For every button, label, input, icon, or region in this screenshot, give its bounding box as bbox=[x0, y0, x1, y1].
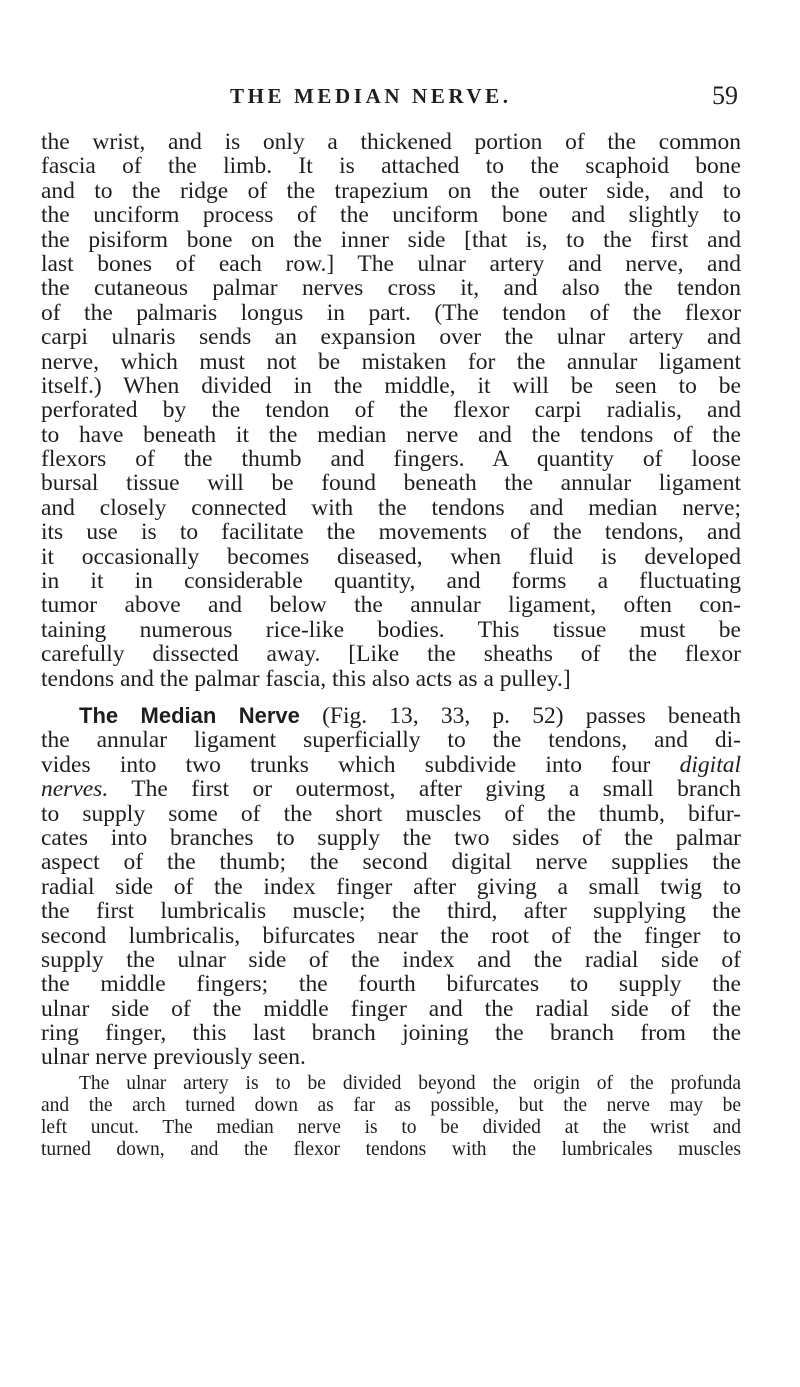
running-head bbox=[140, 81, 740, 114]
running-title: THE MEDIAN NERVE. bbox=[230, 84, 512, 108]
text-line: carefully dissected away. [Like the sheaths of the flexor bbox=[41, 641, 741, 668]
text-line: ulnar nerve previously seen. bbox=[41, 1044, 306, 1071]
text-block bbox=[41, 728, 741, 752]
text-line bbox=[41, 777, 741, 801]
text-line: of the palmaris longus in part. (The tendon of the flexor bbox=[41, 299, 741, 326]
italic-term: nerves. bbox=[41, 776, 109, 803]
text-line: tendons and the palmar fascia, this also acts as a pulley.] bbox=[41, 665, 571, 692]
text-line: perforated by the tendon of the flexor carpi radialis, and bbox=[41, 397, 741, 424]
text-block bbox=[41, 802, 741, 1070]
text-fragment: vides into two trunks which subdivide into four bbox=[41, 751, 651, 778]
text-line: to have beneath it the median nerve and the tendons of the bbox=[41, 421, 741, 448]
text-line: fascia of the limb. It is attached to the scaphoid bone bbox=[41, 153, 741, 180]
text-line: itself.) When divided in the middle, it will be seen to be bbox=[41, 372, 741, 399]
text-line: the unciform process of the unciform bone and slightly to bbox=[41, 202, 741, 229]
text-line: it occasionally becomes diseased, when fluid is developed bbox=[41, 543, 741, 570]
text-line: second lumbricalis, bifurcates near the root of the finger to bbox=[41, 922, 741, 949]
text-line: turned down, and the flexor tendons with the lumbricales muscles bbox=[41, 1138, 741, 1160]
text-line: and the arch turned down as far as possible, but the nerve may be bbox=[41, 1094, 741, 1116]
italic-term: digital bbox=[679, 751, 742, 778]
paragraph-median-nerve bbox=[41, 704, 741, 1070]
paragraph-annular-ligament bbox=[41, 130, 741, 691]
text-line: radial side of the index finger after giving a small twig to bbox=[41, 873, 741, 900]
text-line: and closely connected with the tendons and median nerve; bbox=[41, 494, 741, 521]
text-line: flexors of the thumb and fingers. A quantity of loose bbox=[41, 446, 741, 473]
text-line: supply the ulnar side of the index and the radial side of bbox=[41, 946, 741, 973]
text-line: the middle fingers; the fourth bifurcates to supply the bbox=[41, 971, 741, 998]
text-line: in it in considerable quantity, and forms a fluctuating bbox=[41, 568, 741, 595]
text-line: its use is to facilitate the movements of the tendons, and bbox=[41, 519, 741, 546]
text-line: the first lumbricalis muscle; the third, after supplying the bbox=[41, 898, 741, 925]
text-line: ulnar side of the middle finger and the radial side of the bbox=[41, 995, 741, 1022]
text-line: and to the ridge of the trapezium on the outer side, and to bbox=[41, 177, 741, 204]
text-line: the annular ligament superficially to the tendons, and di- bbox=[41, 727, 741, 754]
text-line: aspect of the thumb; the second digital nerve supplies the bbox=[41, 849, 741, 876]
text-line: the wrist, and is only a thickened portion of the common bbox=[41, 129, 741, 155]
text-line: cates into branches to supply the two sides of the palmar bbox=[41, 824, 741, 851]
text-fragment: (Fig. 13, 33, p. 52) passes beneath bbox=[322, 702, 742, 729]
text-line: the cutaneous palmar nerves cross it, and also the tendon bbox=[41, 275, 741, 302]
body-text bbox=[41, 130, 741, 1161]
text-line: the pisiform bone on the inner side [that is, to the first and bbox=[41, 226, 741, 253]
text-line: last bones of each row.] The ulnar artery and nerve, and bbox=[41, 250, 741, 277]
text-line: tumor above and below the annular ligament, often con- bbox=[41, 592, 741, 619]
text-line: carpi ulnaris sends an expansion over the ulnar artery and bbox=[41, 324, 741, 351]
section-heading: The Median Nerve bbox=[79, 702, 300, 728]
text-line: ring finger, this last branch joining the branch from the bbox=[41, 1020, 741, 1047]
text-line: nerve, which must not be mistaken for the annular ligament bbox=[41, 348, 741, 375]
text-line: left uncut. The median nerve is to be divided at the wrist and bbox=[41, 1116, 741, 1138]
text-line bbox=[41, 753, 741, 777]
page-number: 59 bbox=[712, 81, 738, 110]
text-line: taining numerous rice-like bodies. This tissue must be bbox=[41, 616, 741, 643]
text-line bbox=[41, 704, 741, 728]
text-fragment: The first or outermost, after giving a small branch bbox=[131, 776, 741, 803]
text-line: The ulnar artery is to be divided beyond the origin of the profunda bbox=[79, 1072, 741, 1094]
text-line: to supply some of the short muscles of the thumb, bifur- bbox=[41, 800, 741, 827]
text-line: bursal tissue will be found beneath the annular ligament bbox=[41, 470, 741, 497]
small-print-note bbox=[41, 1073, 741, 1161]
